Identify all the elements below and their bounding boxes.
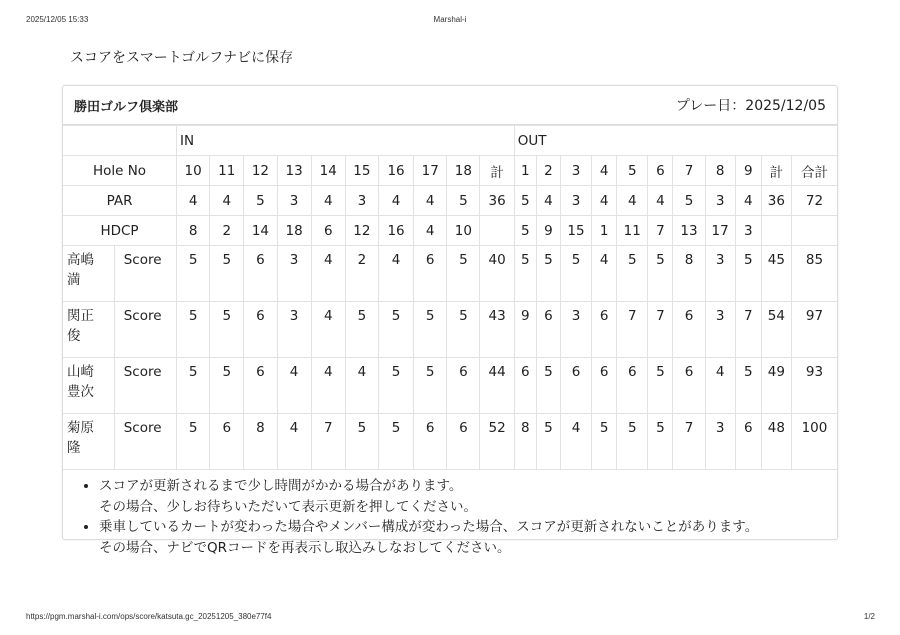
hdcp-value: 9 [536,216,560,246]
hole-number: 15 [345,156,378,186]
par-value: 5 [673,186,705,216]
hole-score: 3 [560,302,591,358]
hole-score: 6 [210,414,244,470]
hdcp-row [63,216,837,246]
hdcp-value: 8 [177,216,210,246]
hole-score: 6 [560,358,591,414]
hole-score: 6 [414,246,447,302]
hole-score: 4 [311,302,345,358]
score-label: Score [114,358,176,414]
note-item [99,517,837,558]
hole-score: 4 [277,358,311,414]
hole-no-label: Hole No [63,156,177,186]
hole-score: 3 [277,246,311,302]
hole-score: 5 [648,358,673,414]
out-subtotal: 54 [761,302,791,358]
par-grand-total: 72 [791,186,837,216]
hdcp-value: 18 [277,216,311,246]
player-name-line2: 豊次 [67,384,94,400]
hole-score: 6 [447,358,480,414]
hole-score: 5 [210,302,244,358]
print-title: Marshal-i [433,15,467,24]
hole-number: 16 [378,156,413,186]
hole-score: 7 [617,302,648,358]
hole-number: 1 [514,156,536,186]
out-section-label: OUT [514,126,837,156]
hole-score: 5 [378,302,413,358]
hole-score: 6 [244,358,277,414]
par-value: 3 [560,186,591,216]
hole-number: 13 [277,156,311,186]
par-value: 4 [735,186,761,216]
hole-score: 3 [277,302,311,358]
player-name-line2: 俊 [67,328,81,344]
out-subtotal: 45 [761,246,791,302]
score-label: Score [114,246,176,302]
hole-score: 6 [673,302,705,358]
hole-score: 5 [536,246,560,302]
hole-score: 9 [514,302,536,358]
hole-score: 5 [447,246,480,302]
hole-score: 6 [592,302,617,358]
hdcp-grand-total [791,216,837,246]
hdcp-value: 1 [592,216,617,246]
hole-score: 6 [592,358,617,414]
par-value: 4 [210,186,244,216]
hole-number: 6 [648,156,673,186]
score-label: Score [114,414,176,470]
hole-score: 5 [735,358,761,414]
hole-number: 4 [592,156,617,186]
player-row [63,302,837,358]
hole-score: 6 [447,414,480,470]
player-name-line1: 山崎 [67,364,94,380]
par-value: 3 [705,186,735,216]
hole-score: 6 [536,302,560,358]
notes-list [63,476,837,558]
note-line: • スコアが更新されるまで少し時間がかかる場合があります。 [99,478,463,494]
hole-number: 3 [560,156,591,186]
hole-score: 7 [648,302,673,358]
section-header-row [63,126,837,156]
hole-score: 3 [705,302,735,358]
hole-score: 5 [648,414,673,470]
in-subtotal: 52 [480,414,514,470]
score-label: Score [114,302,176,358]
par-value: 4 [648,186,673,216]
hole-number: 5 [617,156,648,186]
hdcp-out-total [761,216,791,246]
hole-score: 5 [345,414,378,470]
hole-number: 2 [536,156,560,186]
hole-score: 5 [648,246,673,302]
grand-total: 100 [791,414,837,470]
blank-cell [63,126,177,156]
hole-number: 9 [735,156,761,186]
note-line: その場合、ナビでQRコードを再表示し取込みしなおしてください。 [99,539,511,556]
scorecard-card [62,85,838,556]
hole-number: 11 [210,156,244,186]
hole-score: 5 [378,358,413,414]
hdcp-value: 17 [705,216,735,246]
hole-score: 5 [177,414,210,470]
page-title: スコアをスマートゴルフナビに保存 [70,50,294,66]
grand-total: 85 [791,246,837,302]
hole-score: 6 [414,414,447,470]
club-name: 勝田ゴルフ倶楽部 [74,100,179,115]
hole-score: 5 [617,414,648,470]
player-row [63,246,837,302]
par-label: PAR [63,186,177,216]
print-footer-url: https://pgm.marshal-i.com/ops/score/katsuta.gc_20251205_380e77f4 [26,612,272,621]
hdcp-in-total [480,216,514,246]
out-subtotal-header: 計 [761,156,791,186]
note-item [99,476,837,517]
hole-score: 8 [514,414,536,470]
out-subtotal: 48 [761,414,791,470]
hdcp-value: 3 [735,216,761,246]
hole-score: 5 [617,246,648,302]
hole-score: 6 [514,358,536,414]
par-value: 3 [277,186,311,216]
par-value: 5 [447,186,480,216]
hole-score: 6 [244,302,277,358]
par-value: 4 [311,186,345,216]
hole-score: 3 [705,246,735,302]
hole-number: 14 [311,156,345,186]
grand-total: 97 [791,302,837,358]
in-subtotal-header: 計 [480,156,514,186]
hole-number: 10 [177,156,210,186]
hole-score: 5 [177,358,210,414]
hole-score: 5 [514,246,536,302]
hole-number: 7 [673,156,705,186]
hole-number: 8 [705,156,735,186]
hole-score: 4 [592,246,617,302]
hole-score: 5 [414,302,447,358]
hole-number: 12 [244,156,277,186]
print-datetime: 2025/12/05 15:33 [26,15,89,24]
hole-score: 3 [705,414,735,470]
player-name-line1: 関正 [67,308,94,324]
hdcp-value: 14 [244,216,277,246]
player-name-line2: 満 [67,272,81,288]
par-value: 5 [244,186,277,216]
hdcp-value: 7 [648,216,673,246]
card-header [63,86,837,125]
hole-score: 4 [378,246,413,302]
hole-score: 7 [673,414,705,470]
hole-score: 4 [311,358,345,414]
player-name-line1: 菊原 [67,420,94,436]
out-subtotal: 49 [761,358,791,414]
hole-score: 6 [617,358,648,414]
total-header: 合計 [791,156,837,186]
par-row [63,186,837,216]
player-name-line2: 隆 [67,440,81,456]
hole-score: 4 [345,358,378,414]
hole-score: 8 [673,246,705,302]
hole-score: 6 [244,246,277,302]
hole-score: 8 [244,414,277,470]
par-value: 5 [514,186,536,216]
player-name [63,414,114,470]
hole-number: 18 [447,156,480,186]
note-line: その場合、少しお待ちいただいて表示更新を押してください。 [99,498,477,515]
player-name-line1: 高嶋 [67,252,94,268]
hdcp-value: 6 [311,216,345,246]
hdcp-value: 2 [210,216,244,246]
par-value: 4 [617,186,648,216]
hole-score: 5 [177,246,210,302]
play-date: プレー日：2025/12/05 [675,98,826,114]
hole-score: 5 [345,302,378,358]
hdcp-value: 10 [447,216,480,246]
in-subtotal: 44 [480,358,514,414]
hole-score: 6 [673,358,705,414]
hole-score: 5 [560,246,591,302]
in-subtotal: 43 [480,302,514,358]
hole-score: 5 [447,302,480,358]
par-value: 3 [345,186,378,216]
hole-number-row [63,156,837,186]
hole-score: 2 [345,246,378,302]
par-value: 4 [378,186,413,216]
hole-score: 4 [277,414,311,470]
scorecard-table [63,125,837,470]
in-section-label: IN [177,126,515,156]
player-name [63,302,114,358]
par-value: 4 [414,186,447,216]
par-in-total: 36 [480,186,514,216]
par-value: 4 [177,186,210,216]
hole-score: 5 [210,358,244,414]
hole-number: 17 [414,156,447,186]
hdcp-value: 4 [414,216,447,246]
hole-score: 5 [536,414,560,470]
hole-score: 5 [592,414,617,470]
hdcp-value: 5 [514,216,536,246]
player-name [63,358,114,414]
hole-score: 5 [735,246,761,302]
grand-total: 93 [791,358,837,414]
hole-score: 5 [210,246,244,302]
hole-score: 4 [560,414,591,470]
hole-score: 5 [378,414,413,470]
hdcp-label: HDCP [63,216,177,246]
hole-score: 6 [735,414,761,470]
hdcp-value: 11 [617,216,648,246]
player-name [63,246,114,302]
hdcp-value: 12 [345,216,378,246]
hdcp-value: 15 [560,216,591,246]
hole-score: 4 [705,358,735,414]
hole-score: 5 [414,358,447,414]
in-subtotal: 40 [480,246,514,302]
print-page-number: 1/2 [863,612,875,621]
par-value: 4 [592,186,617,216]
hole-score: 4 [311,246,345,302]
hole-score: 7 [735,302,761,358]
hdcp-value: 16 [378,216,413,246]
player-row [63,358,837,414]
par-out-total: 36 [761,186,791,216]
hdcp-value: 13 [673,216,705,246]
hole-score: 5 [177,302,210,358]
note-line: • 乗車しているカートが変わった場合やメンバー構成が変わった場合、スコアが更新されないことがあります。 [99,519,759,535]
player-row [63,414,837,470]
hole-score: 5 [536,358,560,414]
hole-score: 7 [311,414,345,470]
par-value: 4 [536,186,560,216]
